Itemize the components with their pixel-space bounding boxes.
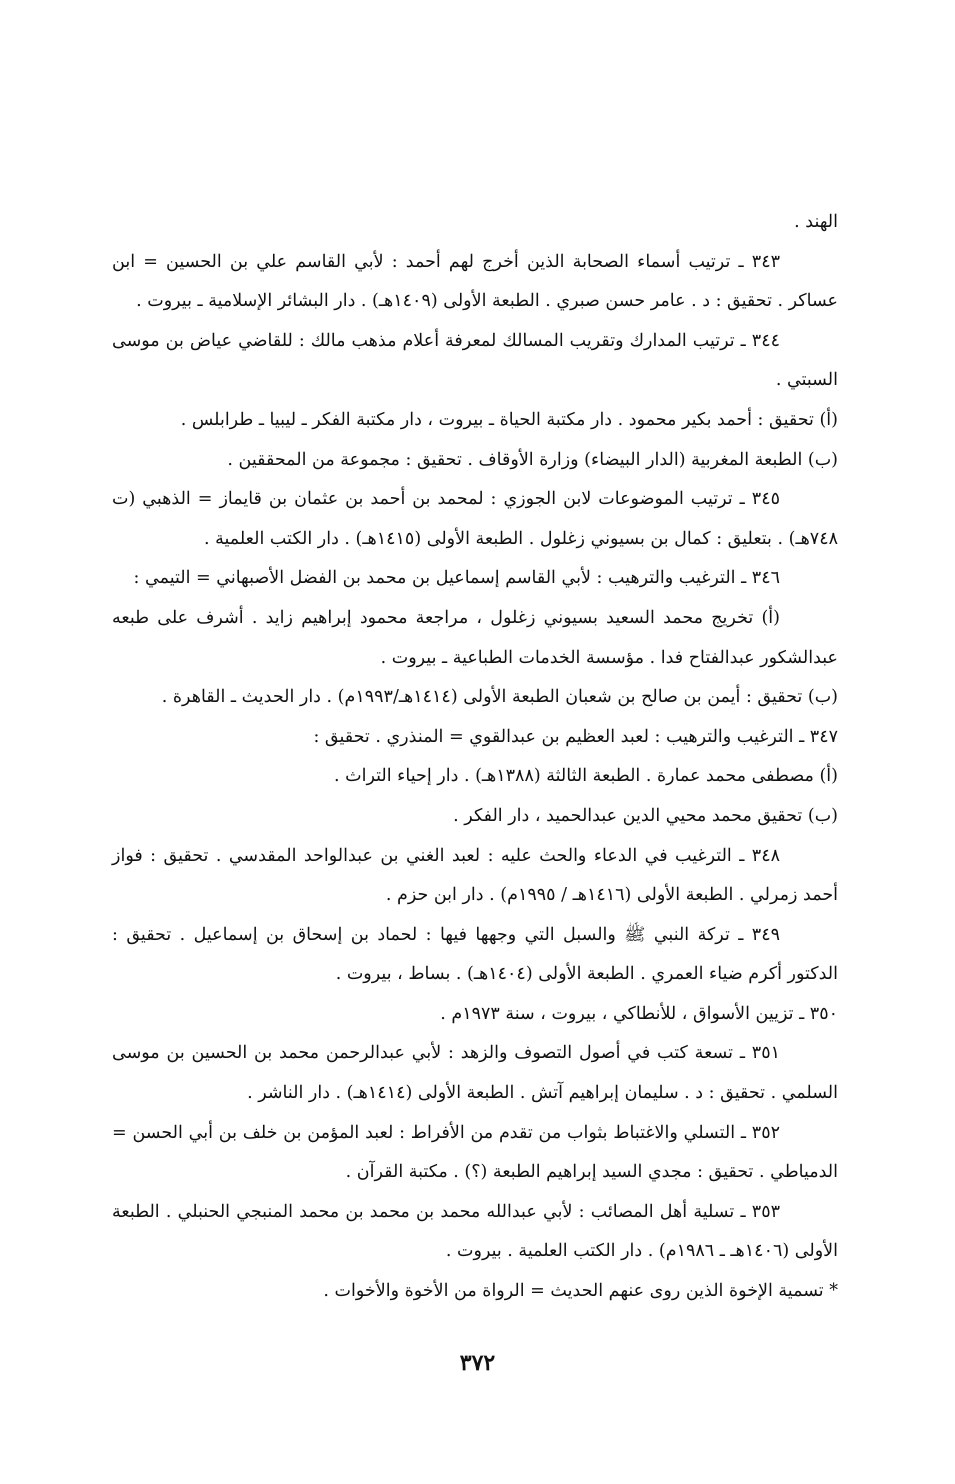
entry-350: ٣٥٠ ـ تزيين الأسواق ، للأنطاكي ، بيروت ، سنة ١٩٧٣م .	[440, 1003, 838, 1024]
entry-346: ٣٤٦ ـ الترغيب والترهيب : لأبي القاسم إسماعيل بن محمد بن الفضل الأصبهاني = التيمي :	[133, 568, 780, 589]
entry-347-a: (أ) مصطفى محمد عمارة . الطبعة الثالثة (١٣٨٨هـ) . دار إحياء التراث .	[334, 766, 838, 787]
entry-353: ٣٥٣ ـ تسلية أهل المصائب : لأبي عبدالله محمد بن محمد بن محمد المنبجي الحنبلي . الطبعة الأولى (١٤٠٦هـ ـ ١٩٨٦م) . دار الكتب العلمية . بيروت .	[112, 1201, 838, 1262]
paragraph-continuation: الهند .	[794, 212, 838, 232]
body-text	[112, 203, 838, 1312]
entry-344-b: (ب) الطبعة المغربية (الدار البيضاء) وزارة الأوقاف . تحقيق : مجموعة من المحققين .	[227, 449, 838, 470]
entry-346-a: (أ) تخريج محمد السعيد بسيوني زغلول ، مراجعة محمود إبراهيم زايد . أشرف على طبعه عبدالشكور عبدالفتاح فدا . مؤسسة الخدمات الطباعية ـ بيروت .	[112, 607, 838, 668]
entry-348: ٣٤٨ ـ الترغيب في الدعاء والحث عليه : لعبد الغني بن عبدالواحد المقدسي . تحقيق : فواز أحمد زمرلي . الطبعة الأولى (١٤١٦هـ / ١٩٩٥م) . دار ابن حزم .	[112, 845, 838, 906]
entry-345: ٣٤٥ ـ ترتيب الموضوعات لابن الجوزي : لمحمد بن أحمد بن عثمان بن قايماز = الذهبي (ت ٧٤٨هـ) . بتعليق : كمال بن بسيوني زغلول . الطبعة الأولى (١٤١٥هـ) . دار الكتب العلمية .	[112, 489, 838, 549]
entry-347-b: (ب) تحقيق محمد محيي الدين عبدالحميد ، دار الفكر .	[453, 805, 838, 826]
entry-347: ٣٤٧ ـ الترغيب والترهيب : لعبد العظيم بن عبدالقوي = المنذري . تحقيق :	[313, 726, 838, 747]
page-number: ٣٧٢	[459, 1350, 496, 1376]
entry-343: ٣٤٣ ـ ترتيب أسماء الصحابة الذين أخرج لهم أحمد : لأبي القاسم علي بن الحسين = ابن عساكر . تحقيق : د . عامر حسن صبري . الطبعة الأولى (١٤٠٩هـ) . دار البشائر الإسلامية ـ بيروت .	[112, 251, 838, 312]
entry-344-a: (أ) تحقيق : أحمد بكير محمود . دار مكتبة الحياة ـ بيروت ، دار مكتبة الفكر ـ ليبيا ـ طرابلس .	[180, 409, 838, 430]
entry-344: ٣٤٤ ـ ترتيب المدارك وتقريب المسالك لمعرفة أعلام مذهب مالك : للقاضي عياض بن موسى السبتي .	[112, 330, 838, 391]
entry-351: ٣٥١ ـ تسعة كتب في أصول التصوف والزهد : لأبي عبدالرحمن محمد بن الحسين بن موسى السلمي . تحقيق : د . سليمان إبراهيم آتش . الطبعة الأولى (١٤١٤هـ) . دار الناشر .	[112, 1043, 838, 1104]
entry-346-b: (ب) تحقيق : أيمن بن صالح بن شعبان الطبعة الأولى (١٤١٤هـ/١٩٩٣م) . دار الحديث ـ القاهرة .	[161, 687, 838, 708]
entry-349: ٣٤٩ ـ تركة النبي ﷺ والسبل التي وجهها فيها : لحماد بن إسحاق بن إسماعيل . تحقيق : الدكتور أكرم ضياء العمري . الطبعة الأولى (١٤٠٤هـ) . بساط ، بيروت .	[112, 924, 838, 985]
entry-352: ٣٥٢ ـ التسلي والاغتباط بثواب من تقدم من الأفراط : لعبد المؤمن بن خلف بن أبي الحسن = الدمياطي . تحقيق : مجدي السيد إبراهيم الطبعة (؟) . مكتبة القرآن .	[112, 1122, 838, 1183]
cross-reference-note: * تسمية الإخوة الذين روى عنهم الحديث = الرواة من الأخوة والأخوات .	[323, 1281, 838, 1302]
